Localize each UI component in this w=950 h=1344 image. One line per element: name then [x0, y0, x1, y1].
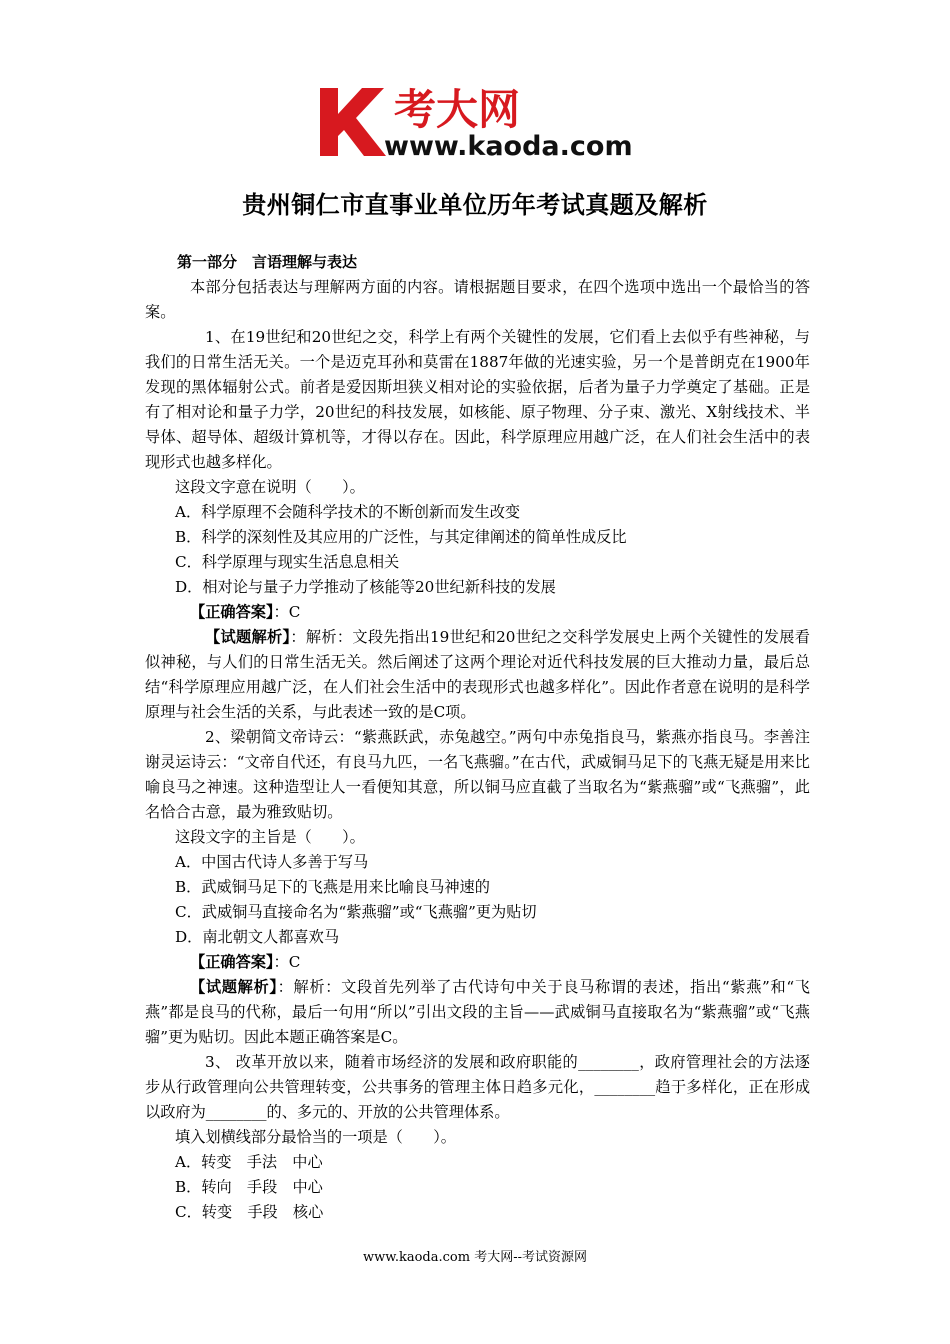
question-2-analysis — [145, 975, 810, 1050]
kaoda-logo-graphic — [318, 80, 638, 160]
question-1-prompt: 这段文字意在说明（ ）。 — [175, 478, 365, 496]
question-2-option-d: D．南北朝文人都喜欢马 — [175, 928, 340, 946]
question-1-option-b: B．科学的深刻性及其应用的广泛性，与其定律阐述的简单性成反比 — [175, 528, 627, 546]
question-3-option-c: C．转变 手段 核心 — [175, 1203, 324, 1221]
answer-value: ：C — [273, 603, 301, 621]
question-1-text: 1、在19世纪和20世纪之交，科学上有两个关键性的发展，它们看上去似乎有些神秘，与我们的日常生活无关。一个是迈克耳孙和莫雷在1887年做的光速实验，另一个是普朗克在1900年发现的黑体辐射公式。前者是爱因斯坦狭义相对论的实验依据，后者为量子力学奠定了基础。正是有了相对论和量子力学，20世纪的科技发展，如核能、原子物理、分子束、激光、X射线技术、半导体、超导体、超级计算机等，才得以存在。因此，科学原理应用越广泛，在人们社会生活中的表现形式也越多样化。 — [145, 328, 810, 471]
page-footer: www.kaoda.com 考大网--考试资源网 — [363, 1250, 587, 1265]
question-1-analysis — [145, 625, 810, 725]
question-2-prompt: 这段文字的主旨是（ ）。 — [175, 828, 365, 846]
question-2-option-a: A．中国古代诗人多善于写马 — [175, 853, 369, 871]
analysis-text: ：解析：文段首先列举了古代诗句中关于良马称谓的表述，指出“紫燕”和“飞燕”都是良马的代称，最后一句用“所以”引出文段的主旨——武威铜马直接取名为“紫燕骝”或“飞燕骝”更为贴切。因此本题正确答案是C。 — [145, 978, 810, 1046]
logo-url: www.kaoda.com — [384, 131, 633, 160]
question-3-option-a: A．转变 手法 中心 — [175, 1153, 323, 1171]
question-3-option-b: B．转向 手段 中心 — [175, 1178, 323, 1196]
question-1-option-a: A．科学原理不会随科学技术的不断创新而发生改变 — [175, 503, 521, 521]
answer-label: 【正确答案】 — [190, 953, 274, 971]
kaoda-logo — [318, 80, 638, 160]
question-3-prompt: 填入划横线部分最恰当的一项是（ ）。 — [175, 1128, 456, 1146]
answer-value: ：C — [273, 953, 301, 971]
question-2-text: 2、梁朝简文帝诗云：“紫燕跃武，赤兔越空。”两句中赤兔指良马，紫燕亦指良马。李善注谢灵运诗云：“文帝自代还，有良马九匹，一名飞燕骝。”在古代，武威铜马足下的飞燕无疑是用来比喻良马之神速。这种造型让人一看便知其意，所以铜马应直截了当取名为“紫燕骝”或“飞燕骝”，此名恰合古意，最为雅致贴切。 — [145, 728, 810, 821]
document-title: 贵州铜仁市直事业单位历年考试真题及解析 — [242, 191, 708, 219]
question-3-text: 3、 改革开放以来，随着市场经济的发展和政府职能的________，政府管理社会的方法逐步从行政管理向公共管理转变，公共事务的管理主体日趋多元化，________趋于多样化，正在形成以政府为________的、多元的、开放的公共管理体系。 — [145, 1053, 810, 1121]
question-2-option-b: B．武威铜马足下的飞燕是用来比喻良马神速的 — [175, 878, 490, 896]
analysis-label: 【试题解析】 — [190, 978, 278, 996]
logo-k-mark — [320, 88, 386, 156]
section-heading: 第一部分 言语理解与表达 — [177, 253, 358, 271]
analysis-text: ：解析：文段先指出19世纪和20世纪之交科学发展史上两个关键性的发展看似神秘，与人们的日常生活无关。然后阐述了这两个理论对近代科技发展的巨大推动力量，最后总结“科学原理应用越广泛，在人们社会生活中的表现形式也越多样化”。因此作者意在说明的是科学原理与社会生活的关系，与此表述一致的是C项。 — [145, 628, 810, 721]
question-1-option-d: D．相对论与量子力学推动了核能等20世纪新科技的发展 — [175, 578, 556, 596]
question-1-answer — [145, 600, 810, 625]
document-body — [145, 250, 810, 1225]
answer-label: 【正确答案】 — [190, 603, 274, 621]
question-2-answer — [145, 950, 810, 975]
analysis-label: 【试题解析】 — [205, 628, 291, 646]
question-1-option-c: C．科学原理与现实生活息息相关 — [175, 553, 400, 571]
section-intro: 本部分包括表达与理解两方面的内容。请根据题目要求，在四个选项中选出一个最恰当的答案。 — [145, 278, 810, 321]
question-2-option-c: C．武威铜马直接命名为“紫燕骝”或“飞燕骝”更为贴切 — [175, 903, 537, 921]
logo-chinese-name: 考大网 — [394, 85, 521, 134]
